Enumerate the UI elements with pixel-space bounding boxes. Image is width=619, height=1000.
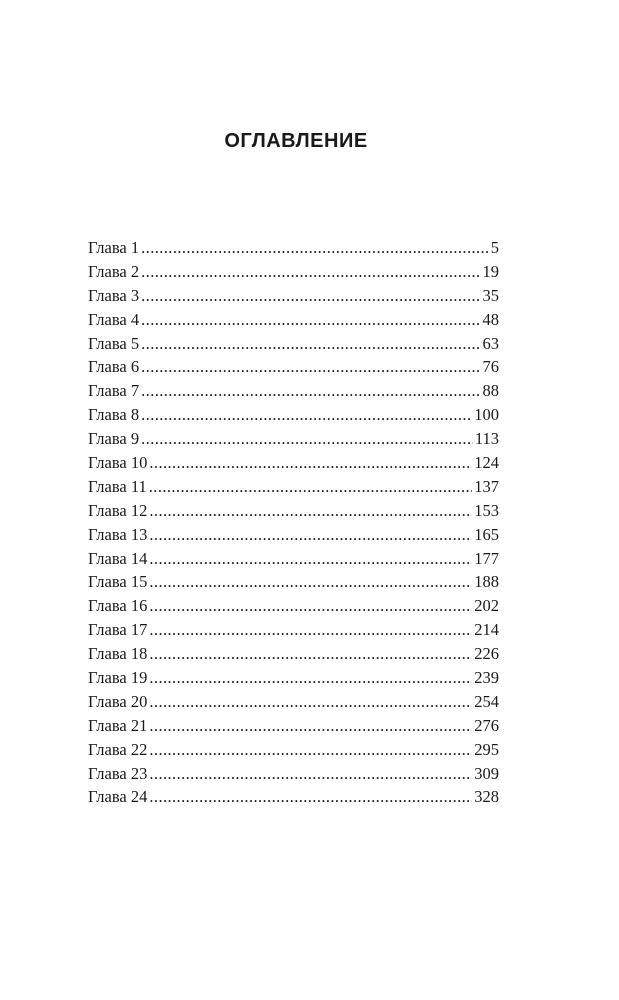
page-number: 226 [474, 644, 499, 664]
chapter-title: Глава 8 [88, 405, 140, 425]
page-number: 295 [474, 739, 499, 759]
chapter-title: Глава 4 [88, 309, 140, 329]
page-number: 188 [474, 572, 499, 592]
dot-leader [141, 284, 480, 304]
page-number: 276 [474, 715, 499, 735]
dot-leader [149, 762, 472, 782]
toc-entry[interactable] [88, 594, 499, 618]
toc-entry[interactable] [88, 690, 499, 714]
page-number: 254 [474, 691, 499, 711]
toc-entry[interactable] [88, 427, 499, 451]
dot-leader [149, 547, 472, 567]
dot-leader [149, 714, 472, 734]
chapter-title: Глава 23 [88, 763, 148, 783]
chapter-title: Глава 7 [88, 381, 140, 401]
page-number: 63 [482, 333, 499, 353]
toc-entry[interactable] [88, 355, 499, 379]
chapter-title: Глава 11 [88, 476, 147, 496]
toc-entry[interactable] [88, 308, 499, 332]
chapter-title: Глава 6 [88, 357, 140, 377]
page-number: 177 [474, 548, 499, 568]
chapter-title: Глава 9 [88, 429, 140, 449]
chapter-title: Глава 18 [88, 644, 148, 664]
toc-entry[interactable] [88, 547, 499, 571]
toc-entry[interactable] [88, 762, 499, 786]
dot-leader [149, 738, 472, 758]
toc-entry[interactable] [88, 570, 499, 594]
chapter-title: Глава 5 [88, 333, 140, 353]
dot-leader [149, 475, 472, 495]
dot-leader [149, 451, 472, 471]
page-number: 113 [474, 429, 499, 449]
toc-entry[interactable] [88, 475, 499, 499]
dot-leader [141, 332, 480, 352]
page-number: 35 [482, 285, 499, 305]
page-number: 309 [474, 763, 499, 783]
toc-entry[interactable] [88, 284, 499, 308]
toc-entry[interactable] [88, 738, 499, 762]
toc-entry[interactable] [88, 260, 499, 284]
chapter-title: Глава 22 [88, 739, 148, 759]
dot-leader [141, 427, 473, 447]
toc-entry[interactable] [88, 523, 499, 547]
chapter-title: Глава 15 [88, 572, 148, 592]
page-number: 5 [490, 238, 499, 257]
chapter-title: Глава 21 [88, 715, 148, 735]
chapter-title: Глава 14 [88, 548, 148, 568]
page-number: 202 [474, 596, 499, 616]
toc-entry[interactable] [88, 499, 499, 523]
chapter-title: Глава 3 [88, 285, 140, 305]
page-number: 137 [474, 476, 499, 496]
dot-leader [141, 236, 489, 256]
dot-leader [149, 690, 472, 710]
chapter-title: Глава 17 [88, 620, 148, 640]
page-number: 19 [482, 261, 499, 281]
chapter-title: Глава 2 [88, 261, 140, 281]
toc-entry[interactable] [88, 403, 499, 427]
toc-entry[interactable] [88, 332, 499, 356]
dot-leader [141, 379, 480, 399]
dot-leader [141, 403, 472, 423]
dot-leader [149, 785, 472, 805]
dot-leader [149, 499, 472, 519]
chapter-title: Глава 16 [88, 596, 148, 616]
page-number: 328 [474, 787, 499, 807]
toc-entry[interactable] [88, 642, 499, 666]
dot-leader [141, 355, 480, 375]
page-number: 100 [474, 405, 499, 425]
toc-entry[interactable] [88, 236, 499, 260]
dot-leader [149, 642, 472, 662]
toc-entry[interactable] [88, 666, 499, 690]
page-number: 124 [474, 453, 499, 473]
page-number: 76 [482, 357, 499, 377]
chapter-title: Глава 13 [88, 524, 148, 544]
dot-leader [149, 523, 472, 543]
dot-leader [149, 666, 472, 686]
chapter-title: Глава 12 [88, 500, 148, 520]
dot-leader [149, 570, 472, 590]
chapter-title: Глава 20 [88, 691, 148, 711]
dot-leader [149, 618, 472, 638]
table-of-contents [88, 236, 499, 809]
toc-entry[interactable] [88, 714, 499, 738]
chapter-title: Глава 1 [88, 238, 140, 257]
dot-leader [149, 594, 472, 614]
page-number: 214 [474, 620, 499, 640]
page-number: 239 [474, 668, 499, 688]
page-title: ОГЛАВЛЕНИЕ [224, 130, 368, 152]
chapter-title: Глава 24 [88, 787, 148, 807]
page-number: 88 [482, 381, 499, 401]
toc-entry[interactable] [88, 618, 499, 642]
chapter-title: Глава 19 [88, 668, 148, 688]
chapter-title: Глава 10 [88, 453, 148, 473]
dot-leader [141, 308, 480, 328]
page-number: 165 [474, 524, 499, 544]
page-number: 48 [482, 309, 499, 329]
dot-leader [141, 260, 480, 280]
page-number: 153 [474, 500, 499, 520]
toc-entry[interactable] [88, 785, 499, 809]
toc-entry[interactable] [88, 379, 499, 403]
toc-entry[interactable] [88, 451, 499, 475]
